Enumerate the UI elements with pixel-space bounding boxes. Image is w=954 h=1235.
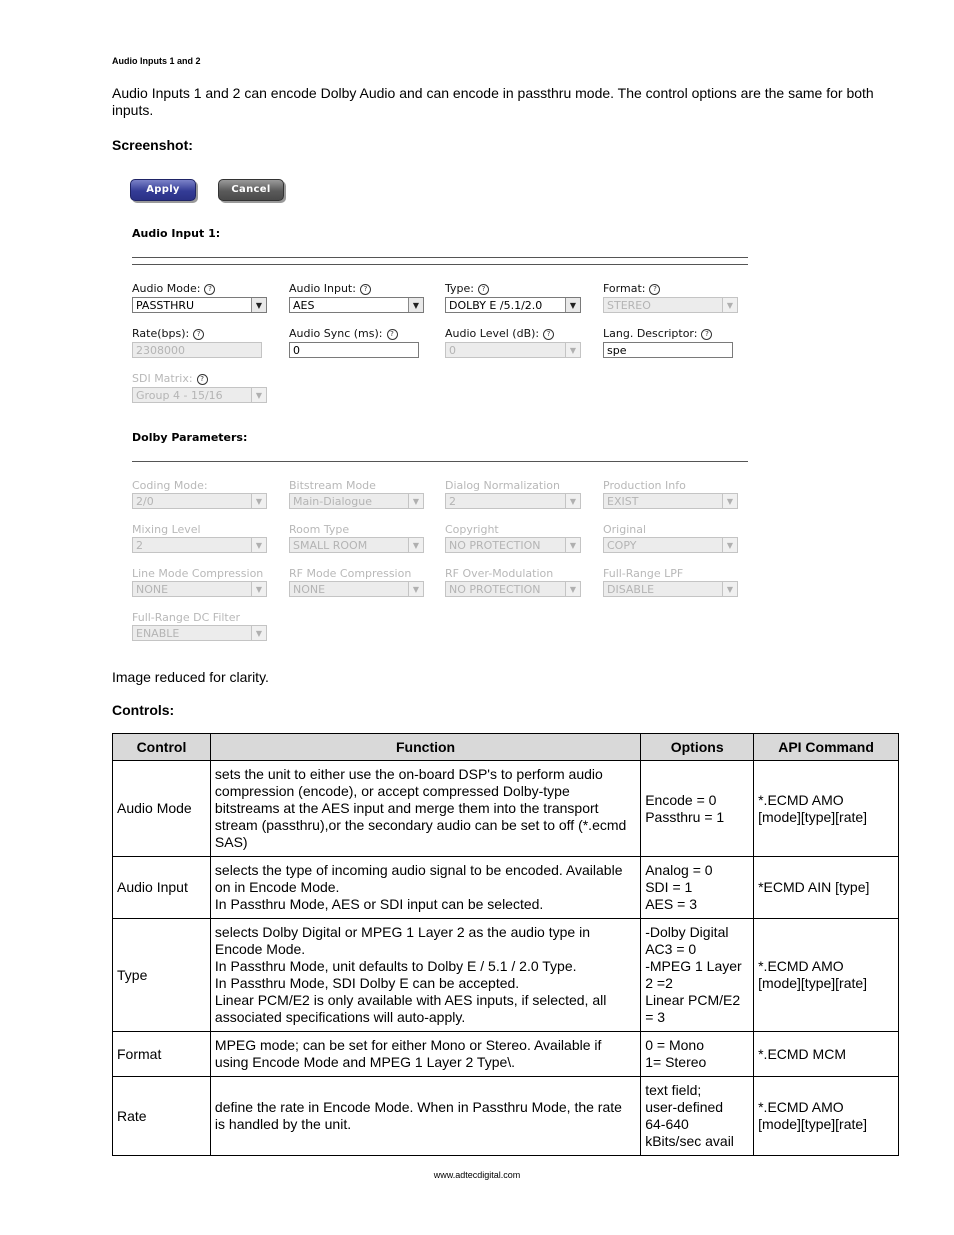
chevron-down-icon: ▼ [408,298,423,312]
options-cell-line: 64-640 [645,1116,689,1132]
audio-mode-label: Audio Mode: ? [132,282,215,295]
api-cell-line: *ECMD AIN [type] [758,879,870,895]
function-cell-line: sets the unit to either use the on-board DSP's to perform audio [214,766,603,782]
audio-sync-field[interactable]: 0 [289,342,419,358]
api-cell-line: *.ECMD AMO [758,791,844,808]
apply-button[interactable]: Apply [130,179,196,201]
control-cell: Audio Mode [113,761,211,857]
format-select: STEREO ▼ [603,297,738,313]
function-cell-line: SAS) [214,834,248,850]
chevron-down-icon: ▼ [251,298,266,312]
rf-mode-compression-select: NONE ▼ [289,581,424,597]
divider [132,257,748,258]
help-icon[interactable]: ? [360,284,371,295]
mixing-level-select: 2 ▼ [132,537,267,553]
options-cell [641,1077,754,1156]
dolby-parameters-heading: Dolby Parameters: [132,431,248,444]
chevron-down-icon: ▼ [408,494,423,508]
function-cell-line: bitstreams at the AES input and merge them into the transport [214,800,599,816]
bitstream-mode-label: Bitstream Mode [289,479,376,492]
cancel-button[interactable]: Cancel [218,179,284,201]
api-cell-line: [mode][type][rate] [758,808,868,825]
rate-field: 2308000 [132,342,262,358]
function-cell [210,1077,640,1156]
chevron-down-icon: ▼ [565,538,580,552]
options-cell-line: 0 = Mono [645,1037,704,1053]
function-cell-line: MPEG mode; can be set for either Mono or Stereo. Available if [214,1037,602,1053]
image-note: Image reduced for clarity. [112,669,269,685]
audio-mode-select[interactable]: PASSTHRU ▼ [132,297,267,313]
chevron-down-icon: ▼ [722,298,737,312]
help-icon[interactable]: ? [478,284,489,295]
function-cell-line: define the rate in Encode Mode. When in Passthru Mode, the rate [214,1099,622,1115]
audio-input-heading: Audio Input 1: [132,227,221,240]
help-icon[interactable]: ? [543,329,554,340]
full-range-dc-filter-label: Full-Range DC Filter [132,611,241,624]
chevron-down-icon: ▼ [722,494,737,508]
bitstream-mode-select: Main-Dialogue ▼ [289,493,424,509]
rf-mode-compression-label: RF Mode Compression [289,567,412,580]
chevron-down-icon: ▼ [251,494,266,508]
original-label: Original [603,523,647,536]
control-cell: Rate [113,1077,211,1156]
table-row [113,1077,899,1156]
function-cell-line: Encode Mode. [214,941,306,957]
control-cell: Format [113,1032,211,1077]
chevron-down-icon: ▼ [408,538,423,552]
function-cell [210,857,640,919]
divider [132,264,748,265]
function-cell [210,919,640,1032]
sdi-matrix-select: Group 4 - 15/16 ▼ [132,387,267,403]
help-icon[interactable]: ? [649,284,660,295]
original-select: COPY ▼ [603,537,738,553]
chevron-down-icon: ▼ [251,538,266,552]
line-mode-compression-select: NONE ▼ [132,581,267,597]
function-cell [210,1032,640,1077]
table-row [113,1032,899,1077]
control-cell: Audio Input [113,857,211,919]
copyright-label: Copyright [445,523,499,536]
function-cell [210,761,640,857]
table-header-row [113,734,899,761]
coding-mode-select: 2/0 ▼ [132,493,267,509]
table-row [113,857,899,919]
chevron-down-icon: ▼ [565,494,580,508]
options-cell-line: -MPEG 1 Layer [645,958,742,974]
chevron-down-icon: ▼ [722,538,737,552]
options-cell-line: AC3 = 0 [645,941,697,957]
options-cell [641,919,754,1032]
coding-mode-label: Coding Mode: [132,479,208,492]
chevron-down-icon: ▼ [408,582,423,596]
chevron-down-icon: ▼ [565,343,580,357]
options-cell-line: = 3 [645,1009,666,1025]
audio-level-label: Audio Level (dB): ? [445,327,554,340]
controls-table [112,733,899,1156]
options-cell [641,761,754,857]
help-icon[interactable]: ? [387,329,398,340]
screenshot-heading: Screenshot: [112,137,193,153]
column-header: API Command [754,734,899,761]
production-info-select: EXIST ▼ [603,493,738,509]
options-cell-line: text field; [645,1082,702,1098]
function-cell-line: associated specifications will auto-apply. [214,1009,466,1025]
api-cell [754,1077,899,1156]
dialog-normalization-select: 2 ▼ [445,493,581,509]
options-cell-line: AES = 3 [645,896,697,912]
chevron-down-icon: ▼ [251,582,266,596]
copyright-select: NO PROTECTION ▼ [445,537,581,553]
production-info-label: Production Info [603,479,686,492]
options-cell-line: Encode = 0 [645,791,717,808]
options-cell [641,1032,754,1077]
controls-heading: Controls: [112,702,175,718]
options-cell-line: kBits/sec avail [645,1133,734,1149]
audio-input-label: Audio Input: ? [289,282,371,295]
mixing-level-label: Mixing Level [132,523,201,536]
audio-sync-label: Audio Sync (ms): ? [289,327,398,340]
audio-level-select: 0 ▼ [445,342,581,358]
full-range-dc-filter-select: ENABLE ▼ [132,625,267,641]
api-cell [754,857,899,919]
dialog-normalization-label: Dialog Normalization [445,479,560,492]
type-select[interactable]: DOLBY E /5.1/2.0 ▼ [445,297,581,313]
rf-over-modulation-label: RF Over-Modulation [445,567,554,580]
full-range-lpf-select: DISABLE ▼ [603,581,738,597]
options-cell-line: user-defined [645,1099,724,1115]
column-header: Control [113,734,211,761]
lang-descriptor-label: Lang. Descriptor: ? [603,327,712,340]
api-cell [754,919,899,1032]
help-icon[interactable]: ? [193,329,204,340]
help-icon[interactable]: ? [204,284,215,295]
options-cell-line: Linear PCM/E2 [645,992,741,1008]
options-cell [641,857,754,919]
column-header: Function [210,734,640,761]
function-cell-line: is handled by the unit. [214,1116,352,1132]
function-cell-line: stream (passthru),or the secondary audio can be set to off (*.ecmd [214,817,627,833]
api-cell [754,761,899,857]
function-cell-line: In Passthru Mode, SDI Dolby E can be accepted. [214,975,520,991]
chevron-down-icon: ▼ [251,388,266,402]
function-cell-line: using Encode Mode and MPEG 1 Layer 2 Type\. [214,1054,516,1070]
divider [132,461,748,462]
api-cell-line: *.ECMD AMO [758,1099,844,1115]
options-cell-line: SDI = 1 [645,879,693,895]
function-cell-line: selects the type of incoming audio signal to be encoded. Available [214,862,623,878]
function-cell-line: In Passthru Mode, AES or SDI input can be selected. [214,896,544,912]
function-cell-line: on in Encode Mode. [214,879,340,895]
intro-paragraph: Audio Inputs 1 and 2 can encode Dolby Audio and can encode in passthru mode. The control options are the same for both inputs. [112,85,874,118]
line-mode-compression-label: Line Mode Compression [132,567,264,580]
options-cell-line: 1= Stereo [645,1054,707,1070]
type-label: Type: ? [445,282,489,295]
options-cell-line: -Dolby Digital [645,924,729,940]
chevron-down-icon: ▼ [565,298,580,312]
chevron-down-icon: ▼ [722,582,737,596]
table-row [113,761,899,857]
function-cell-line: Linear PCM/E2 is only available with AES inputs, if selected, all [214,992,607,1008]
section-title: Audio Inputs 1 and 2 [112,56,201,66]
api-cell [754,1032,899,1077]
help-icon[interactable]: ? [701,329,712,340]
api-cell-line: *.ECMD MCM [758,1045,846,1062]
function-cell-line: selects Dolby Digital or MPEG 1 Layer 2 as the audio type in [214,924,590,940]
room-type-label: Room Type [289,523,350,536]
control-cell: Type [113,919,211,1032]
sdi-matrix-label: SDI Matrix: ? [132,372,208,385]
function-cell-line: compression (encode), or accept compressed Dolby-type [214,783,570,799]
full-range-lpf-label: Full-Range LPF [603,567,684,580]
options-cell-line: 2 =2 [645,975,673,991]
help-icon[interactable]: ? [197,374,208,385]
chevron-down-icon: ▼ [565,582,580,596]
options-cell-line: Passthru = 1 [645,808,725,825]
table-row [113,919,899,1032]
footer-url: www.adtecdigital.com [433,1170,521,1180]
rate-label: Rate(bps): ? [132,327,204,340]
chevron-down-icon: ▼ [251,626,266,640]
lang-descriptor-field[interactable]: spe [603,342,733,358]
room-type-select: SMALL ROOM ▼ [289,537,424,553]
format-label: Format: ? [603,282,660,295]
rf-over-modulation-select: NO PROTECTION ▼ [445,581,581,597]
function-cell-line: In Passthru Mode, unit defaults to Dolby E / 5.1 / 2.0 Type. [214,958,577,974]
options-cell-line: Analog = 0 [645,862,713,878]
api-cell-line: [mode][type][rate] [758,1116,868,1132]
api-cell-line: [mode][type][rate] [758,975,868,991]
api-cell-line: *.ECMD AMO [758,958,844,974]
audio-input-select[interactable]: AES ▼ [289,297,424,313]
column-header: Options [641,734,754,761]
